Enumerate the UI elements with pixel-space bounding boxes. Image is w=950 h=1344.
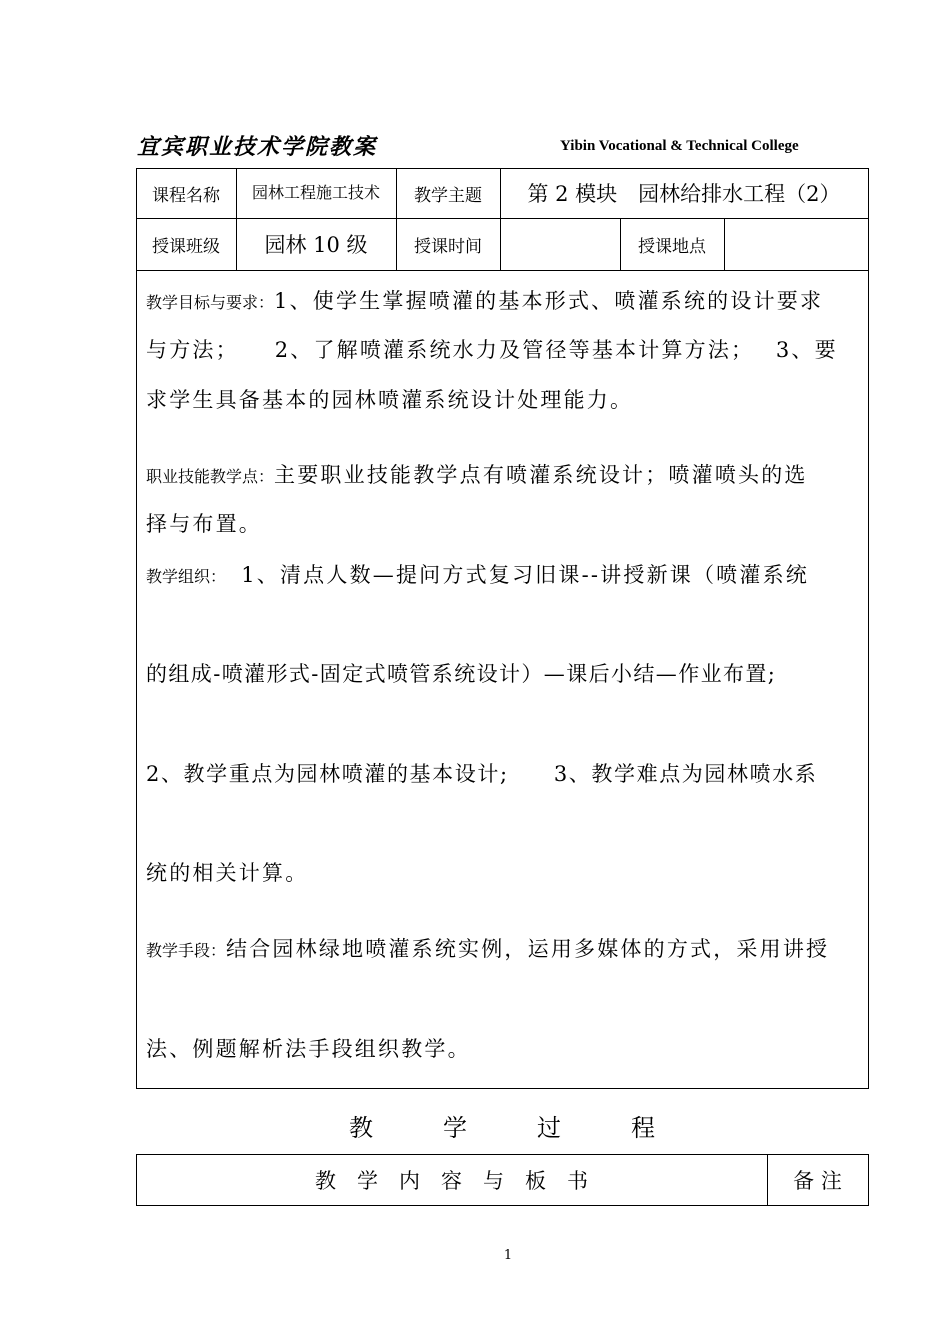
place-label: 授课地点 — [638, 236, 706, 257]
goals-line: 求学生具备基本的园林喷灌系统设计处理能力。 — [146, 388, 634, 412]
class-value: 园林 10 级 — [264, 233, 368, 257]
note-header: 备 注 — [793, 1169, 842, 1193]
goals-line: 教学目标与要求：1、使学生掌握喷灌的基本形式、喷灌系统的设计要求 — [146, 289, 824, 313]
skills-label: 职业技能教学点： — [146, 467, 275, 486]
org-line: 教学组织： 1、清点人数—提问方式复习旧课--讲授新课（喷灌系统 — [146, 563, 809, 587]
page-number: 1 — [503, 1248, 513, 1263]
class-label: 授课班级 — [152, 236, 220, 257]
place-value — [724, 218, 868, 270]
org-line: 的组成-喷灌形式-固定式喷管系统设计）—课后小结—作业布置; — [146, 662, 777, 686]
course-value: 园林工程施工技术 — [251, 183, 380, 202]
time-label: 授课时间 — [414, 236, 482, 257]
time-value — [500, 218, 620, 270]
skills-line: 择与布置。 — [146, 512, 262, 536]
topic-label: 教学主题 — [414, 185, 482, 206]
org-label: 教学组织： — [146, 567, 219, 586]
goals-label: 教学目标与要求： — [146, 293, 275, 312]
college-name-cn: 宜宾职业技术学院教案 — [137, 134, 378, 160]
means-line: 法、例题解析法手段组织教学。 — [146, 1037, 471, 1061]
org-line: 2、教学重点为园林喷灌的基本设计; 3、教学难点为园林喷水系 — [146, 762, 818, 786]
org-line: 统的相关计算。 — [146, 861, 309, 885]
process-title: 教学过程 — [349, 1114, 725, 1142]
course-label: 课程名称 — [152, 185, 220, 206]
skills-line: 职业技能教学点：主要职业技能教学点有喷灌系统设计；喷灌喷头的选 — [146, 463, 808, 487]
means-line: 教学手段：结合园林绿地喷灌系统实例，运用多媒体的方式，采用讲授 — [146, 937, 830, 961]
content-header: 教 学 内 容 与 板 书 — [315, 1169, 588, 1193]
means-label: 教学手段： — [146, 941, 227, 960]
college-name-en: Yibin Vocational & Technical College — [560, 138, 799, 154]
goals-line: 与方法； 2、了解喷灌系统水力及管径等基本计算方法； 3、要 — [146, 338, 838, 362]
topic-value: 第 2 模块 园林给排水工程（2） — [527, 182, 841, 206]
